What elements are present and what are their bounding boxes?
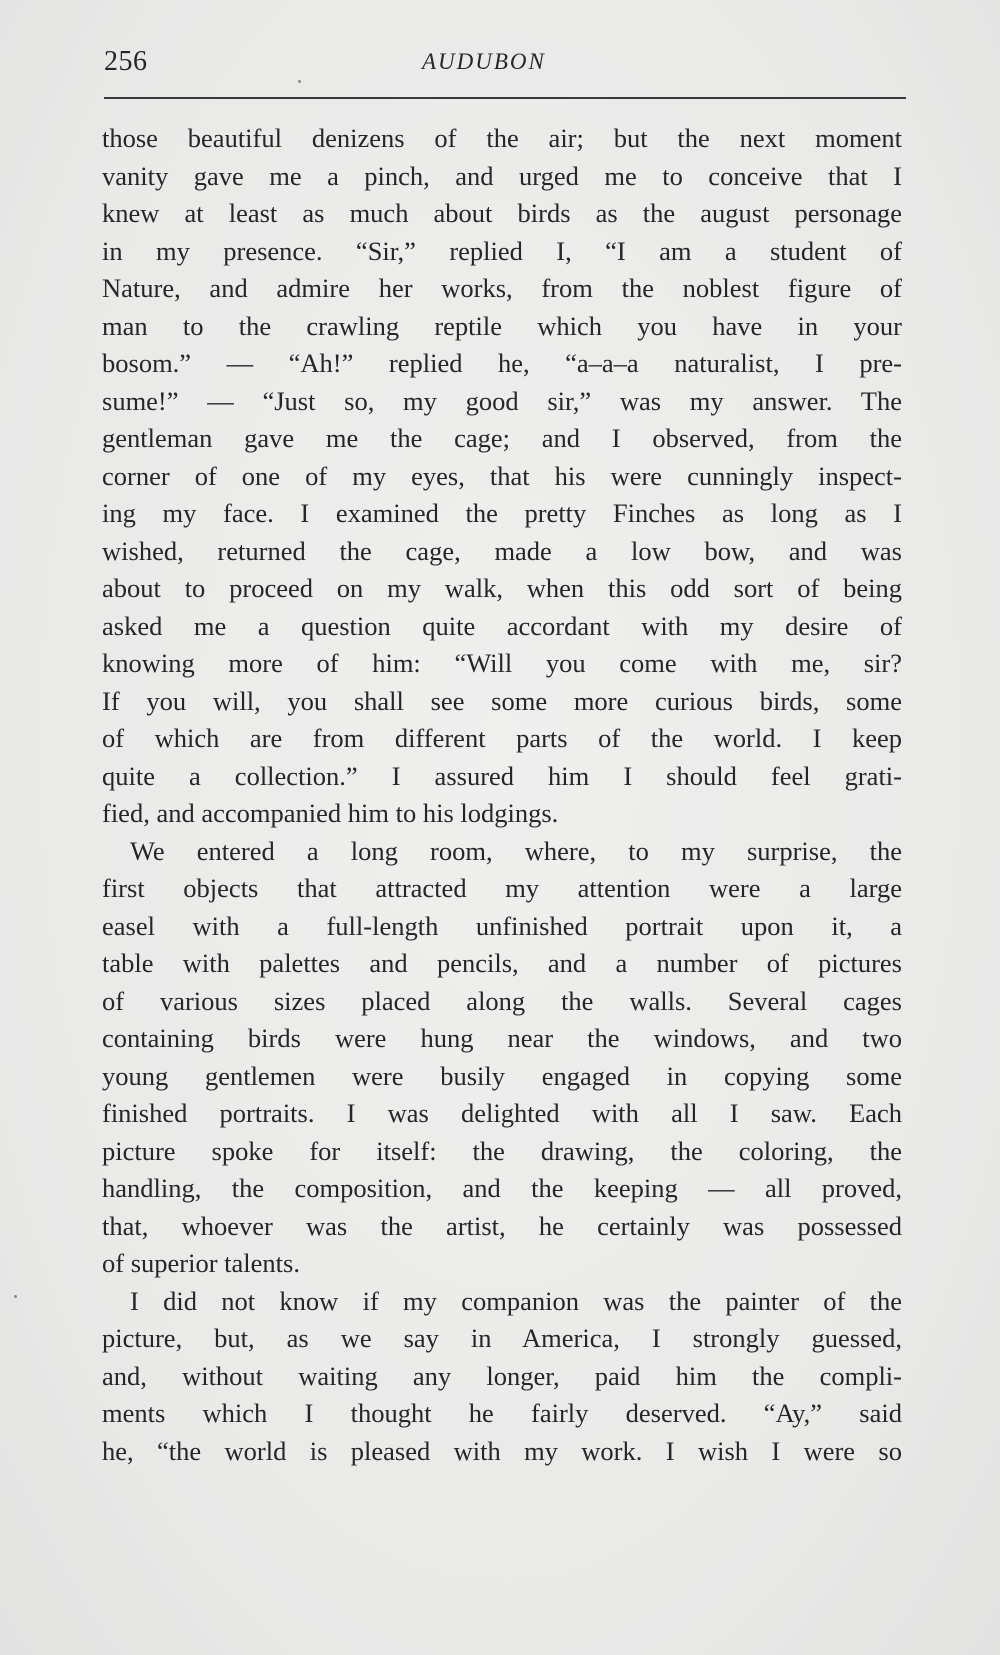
text-line: in my presence. “Sir,” replied I, “I am a student of bbox=[102, 235, 902, 266]
text-line: picture, but, as we say in America, I strongly guessed, bbox=[102, 1323, 902, 1353]
text-line: corner of one of my eyes, that his were cunningly inspect- bbox=[102, 460, 902, 491]
text-line: We entered a long room, where, to my surprise, the bbox=[130, 835, 902, 866]
text-line: of which are from different parts of the world. I keep bbox=[102, 723, 902, 753]
text-line: handling, the composition, and the keeping — all proved, bbox=[102, 1173, 902, 1203]
text-line: about to proceed on my walk, when this odd sort of being bbox=[102, 573, 902, 603]
text-line: man to the crawling reptile which you have in your bbox=[102, 310, 902, 341]
paper-speck bbox=[14, 1295, 17, 1298]
text-line: of various sizes placed along the walls. Several cages bbox=[102, 985, 902, 1016]
text-line: sume!” — “Just so, my good sir,” was my answer. The bbox=[102, 385, 902, 416]
running-head bbox=[104, 46, 908, 86]
text-line: gentleman gave me the cage; and I observed, from the bbox=[102, 423, 902, 453]
paper-speck bbox=[298, 80, 301, 83]
text-line: containing birds were hung near the windows, and two bbox=[102, 1023, 902, 1053]
text-line: bosom.” — “Ah!” replied he, “a–a–a naturalist, I pre- bbox=[102, 348, 902, 378]
text-line: first objects that attracted my attention were a large bbox=[102, 873, 902, 903]
text-line: ing my face. I examined the pretty Finches as long as I bbox=[102, 498, 902, 528]
text-line: wished, returned the cage, made a low bow, and was bbox=[102, 535, 902, 566]
text-line: I did not know if my companion was the painter of the bbox=[130, 1285, 902, 1316]
paragraph-1 bbox=[102, 120, 902, 833]
text-line: of superior talents. bbox=[102, 1248, 300, 1278]
text-line: asked me a question quite accordant with my desire of bbox=[102, 610, 902, 641]
text-line: knew at least as much about birds as the august personage bbox=[102, 198, 902, 228]
text-line: and, without waiting any longer, paid him the compli- bbox=[102, 1360, 902, 1391]
body-text bbox=[102, 120, 902, 1470]
text-line: fied, and accompanied him to his lodgings. bbox=[102, 798, 559, 828]
text-line: quite a collection.” I assured him I should feel grati- bbox=[102, 760, 902, 791]
paragraph-3 bbox=[102, 1283, 902, 1471]
text-line: Nature, and admire her works, from the noblest figure of bbox=[102, 273, 902, 303]
text-line: easel with a full-length unfinished portrait upon it, a bbox=[102, 910, 902, 941]
text-line: that, whoever was the artist, he certainly was possessed bbox=[102, 1210, 902, 1241]
text-line: ments which I thought he fairly deserved. “Ay,” said bbox=[102, 1398, 902, 1428]
text-line: vanity gave me a pinch, and urged me to conceive that I bbox=[102, 160, 902, 191]
text-line: table with palettes and pencils, and a number of pictures bbox=[102, 948, 902, 978]
page-number: 256 bbox=[104, 46, 148, 77]
text-line: young gentlemen were busily engaged in copying some bbox=[102, 1060, 902, 1091]
text-line: he, “the world is pleased with my work. I wish I were so bbox=[102, 1435, 902, 1466]
header-rule bbox=[104, 97, 906, 99]
text-line: finished portraits. I was delighted with all I saw. Each bbox=[102, 1098, 902, 1128]
text-line: picture spoke for itself: the drawing, the coloring, the bbox=[102, 1135, 902, 1166]
running-title: AUDUBON bbox=[422, 49, 546, 74]
text-line: knowing more of him: “Will you come with me, sir? bbox=[102, 648, 902, 678]
text-line: those beautiful denizens of the air; but the next moment bbox=[102, 123, 902, 153]
paragraph-2 bbox=[102, 833, 902, 1283]
text-line: If you will, you shall see some more curious birds, some bbox=[102, 685, 902, 716]
